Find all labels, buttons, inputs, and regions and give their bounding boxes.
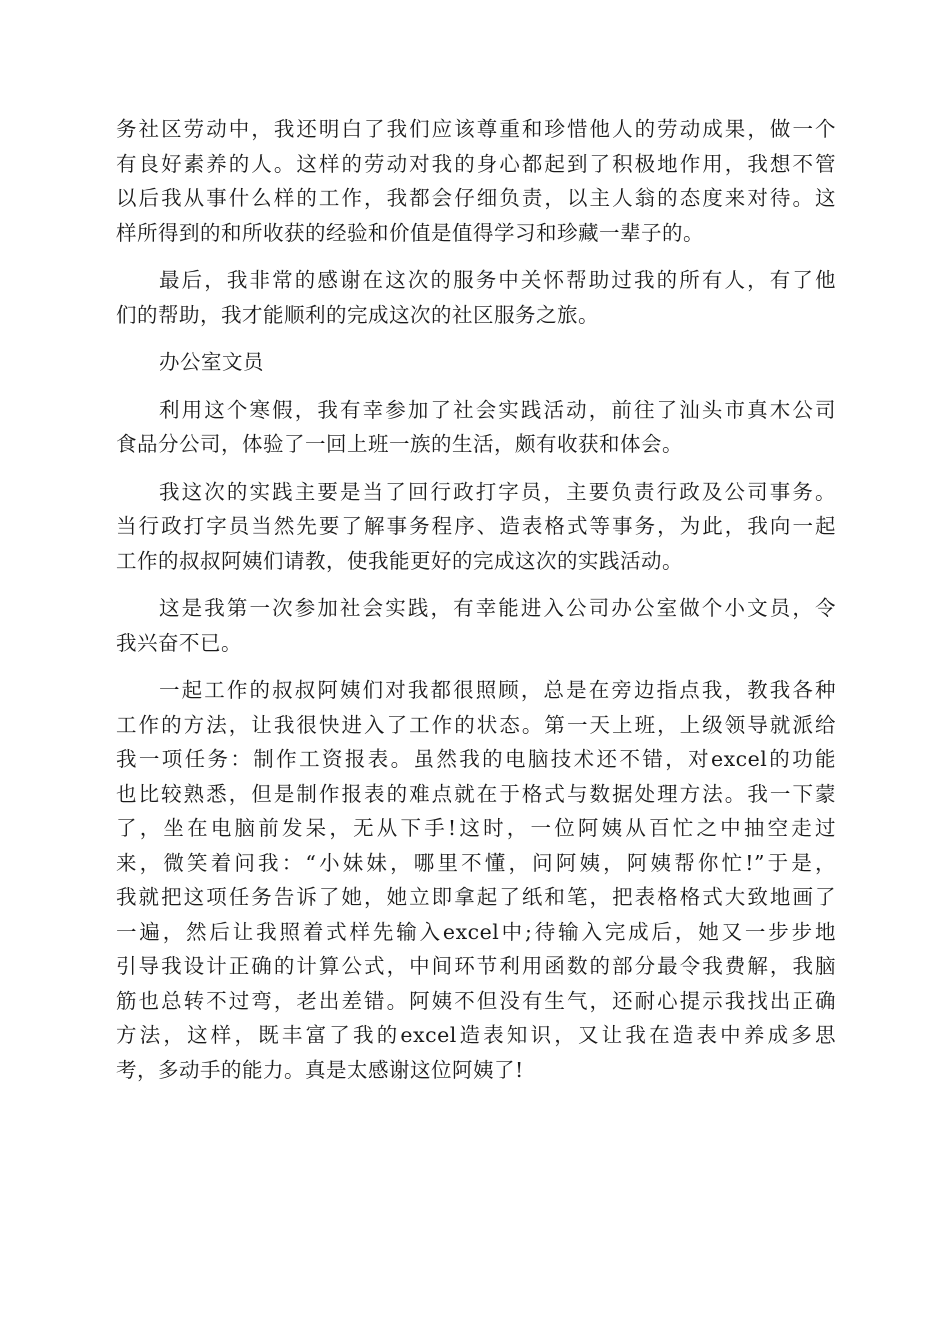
text-line: 工作的叔叔阿姨们请教，使我能更好的完成这次的实践活动。 — [116, 548, 683, 573]
text-line: 引导我设计正确的计算公式，中间环节利用函数的部分最令我费解，我脑 — [116, 954, 836, 978]
section-heading — [116, 345, 836, 380]
text-line: 一起工作的叔叔阿姨们对我都很照顾，总是在旁边指点我，教我各种 — [159, 678, 836, 702]
text-line: 这是我第一次参加社会实践，有幸能进入公司办公室做个小文员，令 — [159, 596, 836, 620]
section-title: 办公室文员 — [159, 350, 264, 374]
text-line: 食品分公司，体验了一回上班一族的生活，颇有收获和体会。 — [116, 432, 683, 456]
text-line: 我就把这项任务告诉了她，她立即拿起了纸和笔，把表格格式大致地画了 — [116, 885, 836, 909]
text-line: 我一项任务：制作工资报表。虽然我的电脑技术还不错，对excel的功能 — [116, 747, 836, 771]
text-line: 也比较熟悉，但是制作报表的难点就在于格式与数据处理方法。我一下蒙 — [116, 781, 836, 806]
text-line: 最后，我非常的感谢在这次的服务中关怀帮助过我的所有人，有了他 — [159, 268, 836, 292]
paragraph-1 — [116, 112, 836, 250]
document-page — [116, 112, 836, 1100]
text-line: 筋也总转不过弯，老出差错。阿姨不但没有生气，还耐心提示我找出正确 — [116, 988, 836, 1013]
text-line: 当行政打字员当然先要了解事务程序、造表格式等事务，为此，我向一起 — [116, 514, 836, 538]
paragraph-2 — [116, 263, 836, 332]
text-line: 方法，这样，既丰富了我的excel造表知识，又让我在造表中养成多思 — [116, 1023, 836, 1047]
text-line: 考，多动手的能力。真是太感谢这位阿姨了! — [116, 1057, 524, 1082]
text-line: 务社区劳动中，我还明白了我们应该尊重和珍惜他人的劳动成果，做一个 — [116, 117, 836, 141]
text-line: 有良好素养的人。这样的劳动对我的身心都起到了积极地作用，我想不管 — [116, 151, 836, 176]
text-line: 工作的方法，让我很快进入了工作的状态。第一天上班，上级领导就派给 — [116, 712, 836, 737]
paragraph-7 — [116, 673, 836, 1087]
paragraph-4 — [116, 393, 836, 462]
text-line: 来，微笑着问我：“小妹妹，哪里不懂，问阿姨，阿姨帮你忙!”于是， — [116, 850, 836, 875]
text-line: 我这次的实践主要是当了回行政打字员，主要负责行政及公司事务。 — [159, 479, 836, 504]
paragraph-5 — [116, 475, 836, 579]
text-line: 了，坐在电脑前发呆，无从下手!这时，一位阿姨从百忙之中抽空走过 — [116, 816, 836, 840]
text-line: 们的帮助，我才能顺利的完成这次的社区服务之旅。 — [116, 302, 599, 327]
paragraph-6 — [116, 591, 836, 660]
text-line: 样所得到的和所收获的经验和价值是值得学习和珍藏一辈子的。 — [116, 220, 704, 245]
text-line: 以后我从事什么样的工作，我都会仔细负责，以主人翁的态度来对待。这 — [116, 186, 836, 210]
text-line: 我兴奋不已。 — [116, 630, 242, 655]
text-line: 利用这个寒假，我有幸参加了社会实践活动，前往了汕头市真木公司 — [159, 397, 836, 422]
text-line: 一遍，然后让我照着式样先输入excel中;待输入完成后，她又一步步地 — [116, 919, 836, 944]
